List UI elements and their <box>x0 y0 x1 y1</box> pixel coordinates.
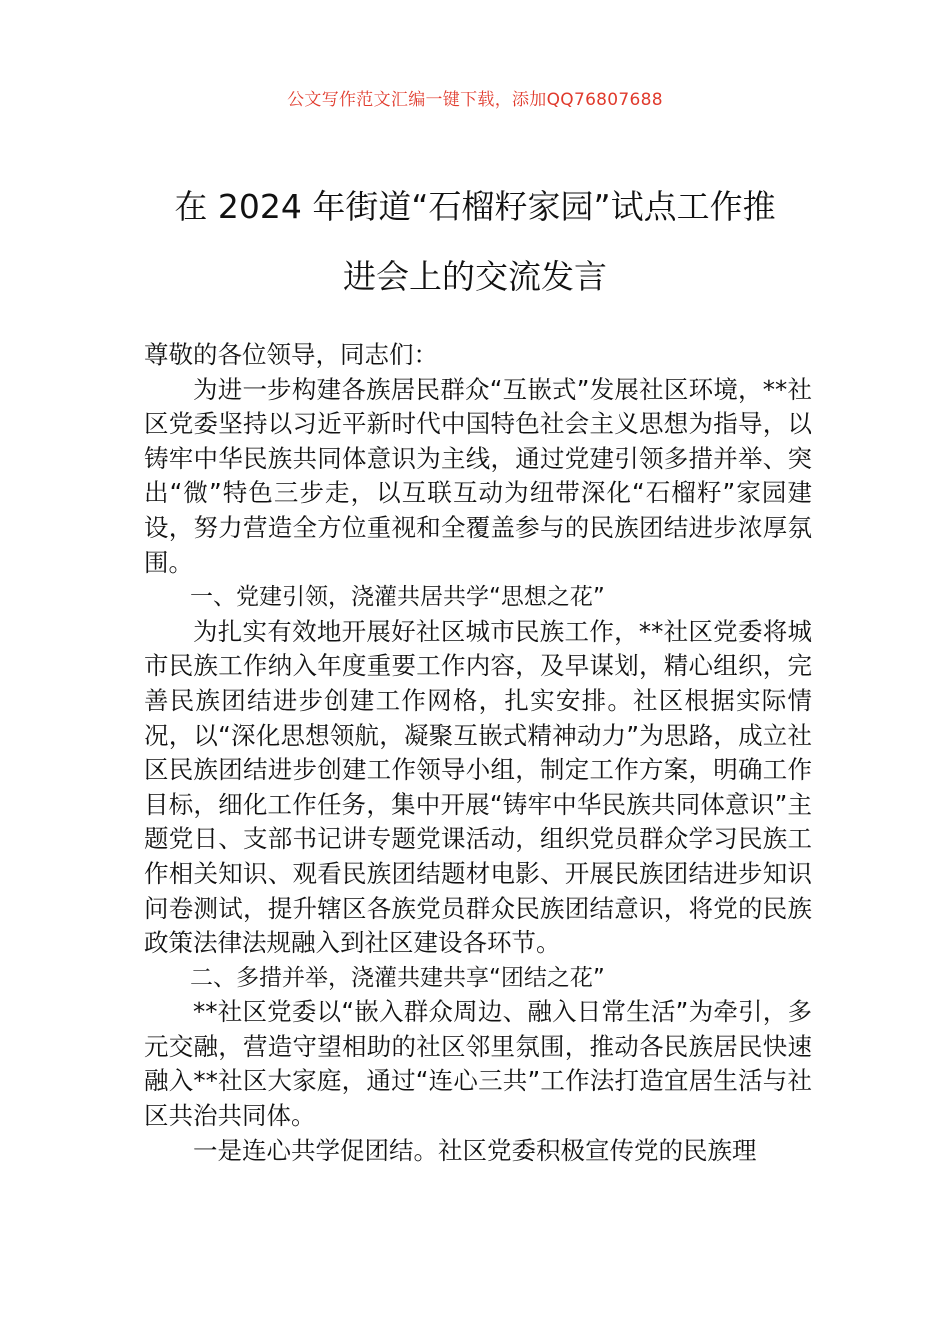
paragraph-intro: 为进一步构建各族居民群众“互嵌式”发展社区环境，**社区党委坚持以习近平新时代中国特色社会主义思想为指导，以铸牢中华民族共同体意识为主线，通过党建引领多措并举、突出“微”特色三步走，以互联互动为纽带深化“石榴籽”家园建设，努力营造全方位重视和全覆盖参与的民族团结进步浓厚氛围。 <box>144 374 812 577</box>
header-note: 公文写作范文汇编一键下载，添加QQ76807688 <box>287 90 663 110</box>
document-body <box>144 338 812 1168</box>
paragraph-section-1: 为扎实有效地开展好社区城市民族工作，**社区党委将城市民族工作纳入年度重要工作内容，及早谋划，精心组织，完善民族团结进步创建工作网格，扎实安排。社区根据实际情况，以“深化思想领航，凝聚互嵌式精神动力”为思路，成立社区民族团结进步创建工作领导小组，制定工作方案，明确工作目标，细化工作任务，集中开展“铸牢中华民族共同体意识”主题党日、支部书记讲专题党课活动，组织党员群众学习民族工作相关知识、观看民族团结题材电影、开展民族团结进步知识问卷测试，提升辖区各族党员群众民族团结意识，将党的民族政策法律法规融入到社区建设各环节。 <box>144 616 812 958</box>
document-title <box>0 172 950 312</box>
section-heading-1: 一、党建引领，浇灌共居共学“思想之花” <box>190 584 605 611</box>
title-line-1: 在 2024 年街道“石榴籽家园”试点工作推 <box>174 187 776 226</box>
paragraph-subpoint-1: 一是连心共学促团结。社区党委积极宣传党的民族理 <box>193 1135 757 1165</box>
title-line-2: 进会上的交流发言 <box>343 257 607 296</box>
paragraph-section-2: **社区党委以“嵌入群众周边、融入日常生活”为牵引，多元交融，营造守望相助的社区邻里氛围，推动各民族居民快速融入**社区大家庭，通过“连心三共”工作法打造宜居生活与社区共治共同体。 <box>144 997 812 1131</box>
section-heading-2: 二、多措并举，浇灌共建共享“团结之花” <box>190 964 605 991</box>
salutation: 尊敬的各位领导，同志们： <box>144 340 438 369</box>
